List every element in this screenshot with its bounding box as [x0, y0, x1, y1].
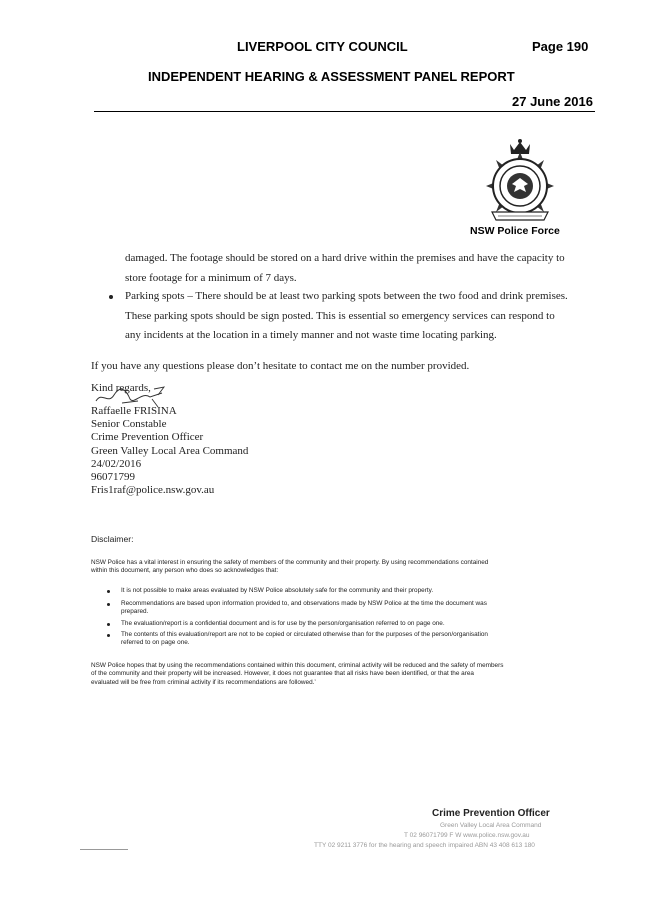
council-name: LIVERPOOL CITY COUNCIL: [237, 39, 408, 54]
disclaimer-bullet: [121, 600, 581, 617]
disclaimer-bullet: [121, 587, 581, 595]
parking-line-2: These parking spots should be sign posted. This is essential so emergency services can respond to: [125, 309, 555, 322]
disclaimer-bullet-line: It is not possible to make areas evaluated by NSW Police absolutely safe for the community and their property.: [121, 587, 434, 594]
disclaimer-closing-line-1: NSW Police hopes that by using the recommendations contained within this document, criminal activity will be reduced and the safety of members: [91, 662, 504, 669]
disclaimer-closing-line-2: of the community and their property will be increased. However, it does not guarantee that all risks have been identified, or that the area: [91, 670, 474, 678]
continuation-line-1: damaged. The footage should be stored on a hard drive within the premises and have the capacity to: [125, 252, 565, 264]
disclaimer-bullet-line: The contents of this evaluation/report are not to be copied or circulated otherwise than for the purposes of the person/organisation: [121, 631, 488, 638]
page-number: Page 190: [532, 39, 589, 54]
disclaimer-intro-line-1: NSW Police has a vital interest in ensuring the safety of members of the community and their property. By using recommendations contained: [91, 559, 489, 566]
officer-email: Fris1raf@police.nsw.gov.au: [91, 484, 215, 497]
parking-line-1: Parking spots – There should be at least two parking spots between the two food and drink premises.: [125, 290, 568, 302]
disclaimer-bullet-line: The evaluation/report is a confidential document and is for use by the person/organisation referred to on page one.: [121, 620, 445, 627]
disclaimer-bullet: [121, 620, 581, 628]
bullet-icon: [109, 295, 113, 299]
signature-details: [91, 405, 248, 497]
parking-line-3: any incidents at the location in a timely manner and not waste time locating parking.: [125, 329, 497, 341]
continuation-line-2: store footage for a minimum of 7 days.: [125, 271, 297, 284]
kind-regards: Kind regards,: [91, 382, 151, 394]
disclaimer-heading: Disclaimer:: [91, 534, 134, 544]
officer-role: Crime Prevention Officer: [91, 431, 204, 444]
questions-line: If you have any questions please don’t hesitate to contact me on the number provided.: [91, 360, 470, 372]
officer-rank: Senior Constable: [91, 418, 167, 431]
nsw-police-logo: [472, 138, 568, 234]
bullet-icon: [107, 603, 110, 606]
disclaimer-bullet-line: Recommendations are based upon information provided to, and observations made by NSW Police at the time the document was: [121, 600, 487, 607]
officer-phone: 96071799: [91, 471, 135, 484]
report-title: INDEPENDENT HEARING & ASSESSMENT PANEL REPORT: [148, 69, 515, 84]
disclaimer-bullet: [121, 631, 581, 648]
bullet-icon: [107, 623, 110, 626]
disclaimer-intro-line-2: within this document, any person who does so acknowledges that:: [91, 567, 279, 575]
officer-name: Raffaelle FRISINA: [91, 405, 177, 417]
body-continuation: [125, 249, 585, 288]
police-force-caption: NSW Police Force: [470, 225, 560, 237]
disclaimer-bullet-line: prepared.: [121, 608, 149, 616]
bullet-icon: [107, 590, 110, 593]
disclaimer-closing: [91, 662, 571, 687]
disclaimer-closing-line-3: evaluated will be free from criminal activity if its recommendations are followed.’: [91, 678, 316, 686]
signature-date: 24/02/2016: [91, 457, 142, 470]
footer-tty: TTY 02 9211 3776 for the hearing and speech impaired ABN 43 408 613 180: [314, 842, 535, 849]
officer-command: Green Valley Local Area Command: [91, 444, 249, 457]
parking-bullet: [125, 287, 585, 346]
footer-rule: [80, 849, 128, 850]
bullet-icon: [107, 634, 110, 637]
footer-contact: T 02 96071799 F W www.police.nsw.gov.au: [404, 832, 530, 839]
disclaimer-intro: [91, 559, 571, 576]
police-seal-icon: [472, 138, 568, 234]
disclaimer-bullet-line: referred to on page one.: [121, 639, 190, 647]
report-date: 27 June 2016: [512, 94, 593, 109]
footer-title: Crime Prevention Officer: [432, 808, 550, 819]
footer-command: Green Valley Local Area Command: [440, 822, 542, 829]
header-rule: [94, 111, 595, 112]
